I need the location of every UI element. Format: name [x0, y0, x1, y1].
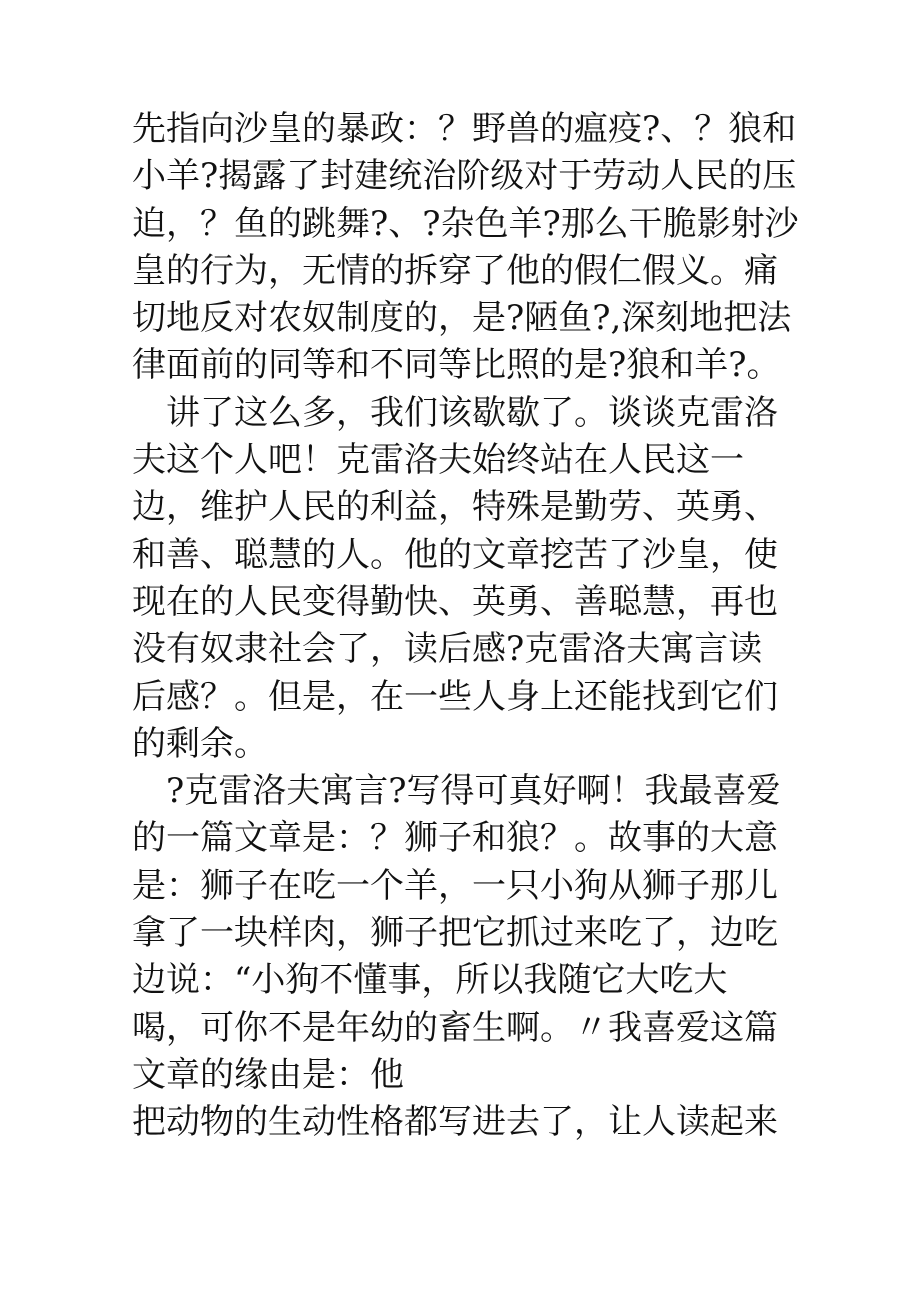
- text-line: 现在的人民变得勤快、英勇、善聪慧，再也: [132, 581, 778, 622]
- text-line: 把动物的生动性格都写进去了，让人读起来: [132, 1102, 778, 1143]
- text-line: 夫这个人吧！克雷洛夫始终站在人民这一: [132, 440, 744, 481]
- text-line: 喝，可你不是年幼的畜生啊。〃我喜爱这篇: [132, 1007, 778, 1048]
- text-line: 文章的缘由是：他: [132, 1054, 404, 1095]
- text-line: 的一篇文章是：？狮子和狼？。故事的大意: [132, 818, 778, 859]
- text-line-indented: 讲了这么多，我们该歇歇了。谈谈克雷洛: [166, 392, 778, 433]
- text-line: 切地反对农奴制度的，是?陋鱼?,深刻地把法: [132, 298, 792, 339]
- paragraph-3: [132, 768, 792, 1146]
- text-line: 边，维护人民的利益，特殊是勤劳、英勇、: [132, 487, 778, 528]
- text-line: 迫，？鱼的跳舞?、?杂色羊?那么干脆影射沙: [132, 203, 799, 244]
- text-line: 皇的行为，无情的拆穿了他的假仁假义。痛: [132, 250, 778, 291]
- document-body: [132, 106, 799, 1147]
- text-line: 先指向沙皇的暴政：？野兽的瘟疫?、？狼和: [132, 109, 797, 149]
- text-line: 小羊?揭露了封建统治阶级对于劳动人民的压: [132, 156, 797, 197]
- paragraph-2: [132, 390, 792, 768]
- text-line: 律面前的同等和不同等比照的是?狼和羊?。: [132, 345, 781, 386]
- text-line: 拿了一块样肉，狮子把它抓过来吃了，边吃: [132, 913, 778, 954]
- text-line: 后感？。但是，在一些人身上还能找到它们: [132, 676, 778, 717]
- text-line: 是：狮子在吃一个羊，一只小狗从狮子那儿: [132, 865, 778, 906]
- text-line: 边说：“小狗不懂事，所以我随它大吃大: [132, 960, 728, 1001]
- text-line: 的剩余。: [132, 723, 268, 764]
- text-line: 和善、聪慧的人。他的文章挖苦了沙皇，使: [132, 534, 778, 575]
- text-line-indented: ?克雷洛夫寓言?写得可真好啊！我最喜爱: [166, 771, 781, 812]
- paragraph-1: [132, 106, 799, 390]
- text-line: 没有奴隶社会了，读后感?克雷洛夫寓言读: [132, 629, 763, 670]
